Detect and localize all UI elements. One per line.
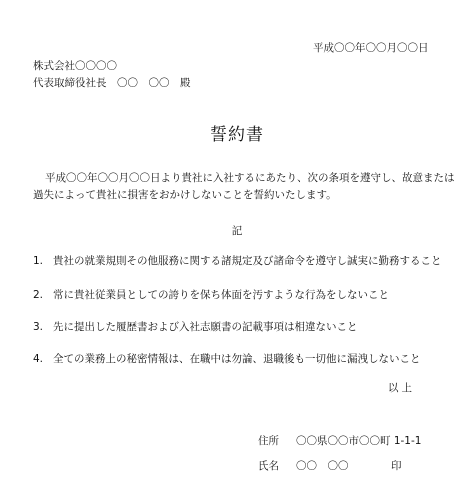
addressee: 代表取締役社長 〇〇 〇〇 殿 bbox=[33, 77, 191, 89]
document-date: 平成〇〇年〇〇月〇〇日 bbox=[313, 42, 429, 54]
ki-heading: 記 bbox=[231, 225, 243, 237]
list-item-text: 常に貴社従業員としての誇りを保ち体面を汚すような行為をしないこと bbox=[53, 289, 389, 301]
closing-ijo: 以上 bbox=[388, 382, 415, 394]
seal-mark: 印 bbox=[391, 460, 402, 472]
body-text-line-2: 過失によって貴社に損害をおかけしないことを誓約いたします。 bbox=[33, 189, 337, 201]
list-item bbox=[33, 320, 358, 334]
address-value: 〇〇県〇〇市〇〇町 1-1-1 bbox=[296, 435, 422, 447]
name-value: 〇〇 〇〇 bbox=[296, 460, 349, 472]
company-name: 株式会社〇〇〇〇 bbox=[33, 60, 117, 72]
list-item-text: 全ての業務上の秘密情報は、在職中は勿論、退職後も一切他に漏洩しないこと bbox=[53, 353, 421, 365]
body-text-line-1: 平成〇〇年〇〇月〇〇日より貴社に入社するにあたり、次の条項を遵守し、故意または bbox=[45, 172, 455, 184]
list-item-text: 貴社の就業規則その他服務に関する諸規定及び諸命令を遵守し誠実に勤務すること bbox=[53, 255, 442, 267]
list-item bbox=[33, 254, 442, 268]
list-item-number: 2. bbox=[33, 289, 44, 301]
list-item-number: 4. bbox=[33, 353, 44, 365]
list-item bbox=[33, 352, 421, 366]
list-item-number: 1. bbox=[33, 255, 44, 267]
list-item-text: 先に提出した履歴書および入社志願書の記載事項は相違ないこと bbox=[53, 321, 358, 333]
list-item-number: 3. bbox=[33, 321, 44, 333]
name-label: 氏名 bbox=[258, 460, 279, 472]
address-label: 住所 bbox=[258, 435, 279, 447]
document-title: 誓約書 bbox=[210, 125, 264, 145]
list-item bbox=[33, 288, 389, 302]
